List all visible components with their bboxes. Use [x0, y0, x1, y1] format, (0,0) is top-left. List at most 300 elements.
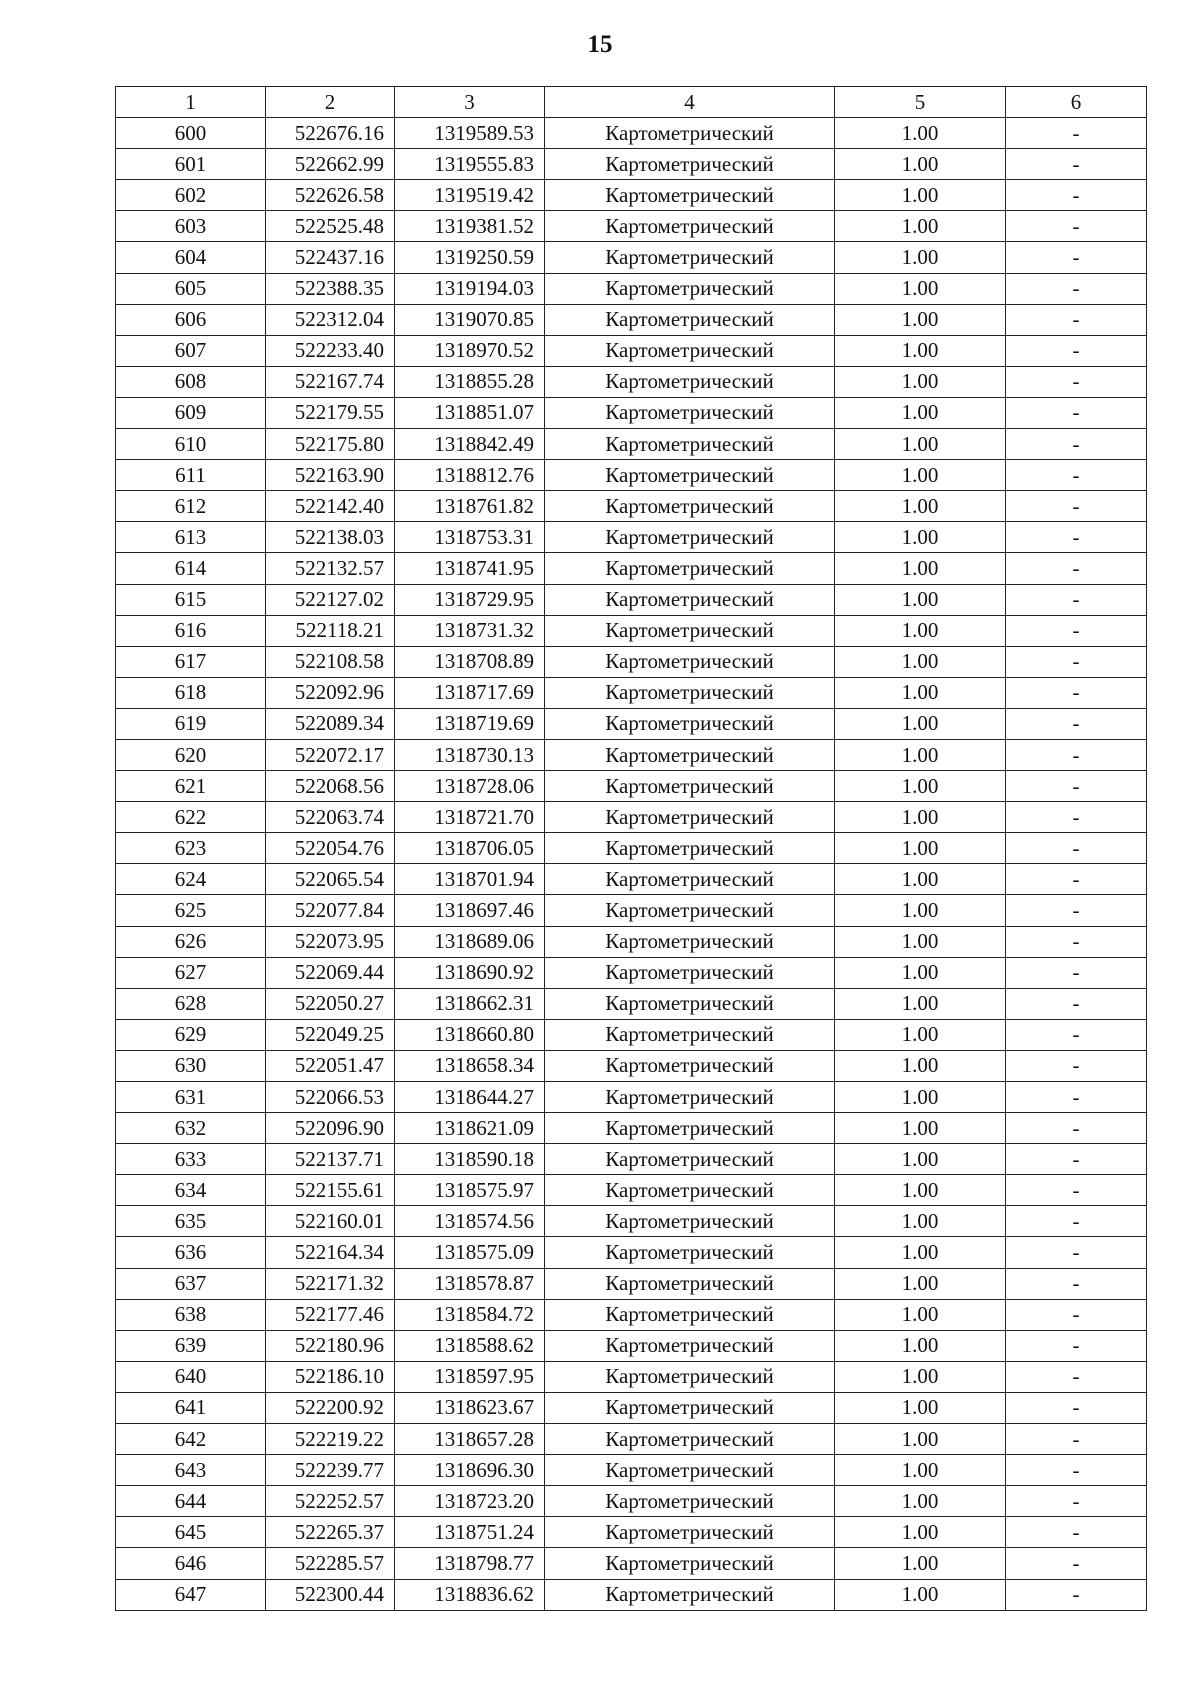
note-cell: - — [1006, 895, 1147, 926]
coordinate-x-cell: 522066.53 — [266, 1082, 395, 1113]
table-row — [116, 739, 1147, 770]
table-row — [116, 615, 1147, 646]
point-number-cell: 633 — [116, 1144, 266, 1175]
accuracy-cell: 1.00 — [835, 584, 1006, 615]
coordinate-x-cell: 522179.55 — [266, 397, 395, 428]
point-number-cell: 623 — [116, 833, 266, 864]
note-cell: - — [1006, 211, 1147, 242]
table-row — [116, 1268, 1147, 1299]
point-number-cell: 611 — [116, 460, 266, 491]
coordinate-y-cell: 1318731.32 — [395, 615, 545, 646]
method-cell: Картометрический — [545, 988, 835, 1019]
coordinate-x-cell: 522676.16 — [266, 118, 395, 149]
coordinate-x-cell: 522219.22 — [266, 1424, 395, 1455]
point-number-cell: 615 — [116, 584, 266, 615]
method-cell: Картометрический — [545, 739, 835, 770]
coordinate-y-cell: 1318696.30 — [395, 1455, 545, 1486]
note-cell: - — [1006, 429, 1147, 460]
point-number-cell: 647 — [116, 1579, 266, 1610]
coordinate-x-cell: 522065.54 — [266, 864, 395, 895]
table-row — [116, 1455, 1147, 1486]
accuracy-cell: 1.00 — [835, 397, 1006, 428]
note-cell: - — [1006, 957, 1147, 988]
table-row — [116, 1019, 1147, 1050]
table-row — [116, 460, 1147, 491]
coordinate-x-cell: 522127.02 — [266, 584, 395, 615]
method-cell: Картометрический — [545, 677, 835, 708]
method-cell: Картометрический — [545, 584, 835, 615]
point-number-cell: 635 — [116, 1206, 266, 1237]
coordinate-y-cell: 1318690.92 — [395, 957, 545, 988]
point-number-cell: 600 — [116, 118, 266, 149]
accuracy-cell: 1.00 — [835, 1237, 1006, 1268]
table-row — [116, 242, 1147, 273]
table-header-row — [116, 87, 1147, 118]
accuracy-cell: 1.00 — [835, 1455, 1006, 1486]
point-number-cell: 630 — [116, 1050, 266, 1081]
accuracy-cell: 1.00 — [835, 366, 1006, 397]
note-cell: - — [1006, 988, 1147, 1019]
coordinate-x-cell: 522388.35 — [266, 273, 395, 304]
coordinate-x-cell: 522096.90 — [266, 1113, 395, 1144]
method-cell: Картометрический — [545, 1455, 835, 1486]
coordinate-y-cell: 1319555.83 — [395, 149, 545, 180]
coordinate-y-cell: 1318658.34 — [395, 1050, 545, 1081]
accuracy-cell: 1.00 — [835, 895, 1006, 926]
accuracy-cell: 1.00 — [835, 1424, 1006, 1455]
note-cell: - — [1006, 584, 1147, 615]
method-cell: Картометрический — [545, 1517, 835, 1548]
table-row — [116, 584, 1147, 615]
coordinate-y-cell: 1318851.07 — [395, 397, 545, 428]
coordinate-y-cell: 1319250.59 — [395, 242, 545, 273]
note-cell: - — [1006, 522, 1147, 553]
accuracy-cell: 1.00 — [835, 1019, 1006, 1050]
accuracy-cell: 1.00 — [835, 180, 1006, 211]
coordinate-x-cell: 522312.04 — [266, 304, 395, 335]
accuracy-cell: 1.00 — [835, 242, 1006, 273]
page-number: 15 — [587, 31, 613, 58]
accuracy-cell: 1.00 — [835, 1361, 1006, 1392]
coordinate-x-cell: 522177.46 — [266, 1299, 395, 1330]
coordinate-y-cell: 1318842.49 — [395, 429, 545, 460]
coordinate-x-cell: 522285.57 — [266, 1548, 395, 1579]
coordinate-x-cell: 522132.57 — [266, 553, 395, 584]
coordinate-x-cell: 522175.80 — [266, 429, 395, 460]
coordinate-x-cell: 522265.37 — [266, 1517, 395, 1548]
table-row — [116, 677, 1147, 708]
coordinate-x-cell: 522072.17 — [266, 739, 395, 770]
point-number-cell: 629 — [116, 1019, 266, 1050]
coordinate-x-cell: 522164.34 — [266, 1237, 395, 1268]
coordinate-y-cell: 1318812.76 — [395, 460, 545, 491]
accuracy-cell: 1.00 — [835, 1206, 1006, 1237]
coordinate-y-cell: 1318588.62 — [395, 1330, 545, 1361]
accuracy-cell: 1.00 — [835, 1392, 1006, 1423]
method-cell: Картометрический — [545, 118, 835, 149]
coordinate-x-cell: 522063.74 — [266, 802, 395, 833]
method-cell: Картометрический — [545, 864, 835, 895]
accuracy-cell: 1.00 — [835, 149, 1006, 180]
method-cell: Картометрический — [545, 335, 835, 366]
coordinate-x-cell: 522626.58 — [266, 180, 395, 211]
accuracy-cell: 1.00 — [835, 304, 1006, 335]
coordinate-y-cell: 1318729.95 — [395, 584, 545, 615]
coordinate-x-cell: 522073.95 — [266, 926, 395, 957]
point-number-cell: 627 — [116, 957, 266, 988]
table-row — [116, 522, 1147, 553]
note-cell: - — [1006, 180, 1147, 211]
accuracy-cell: 1.00 — [835, 988, 1006, 1019]
coordinate-y-cell: 1318761.82 — [395, 491, 545, 522]
point-number-cell: 617 — [116, 646, 266, 677]
coordinate-y-cell: 1318697.46 — [395, 895, 545, 926]
method-cell: Картометрический — [545, 802, 835, 833]
coordinate-y-cell: 1318657.28 — [395, 1424, 545, 1455]
table-row — [116, 1548, 1147, 1579]
point-number-cell: 601 — [116, 149, 266, 180]
coordinate-x-cell: 522167.74 — [266, 366, 395, 397]
coordinate-y-cell: 1318728.06 — [395, 771, 545, 802]
table-row — [116, 397, 1147, 428]
table-row — [116, 211, 1147, 242]
coordinate-x-cell: 522525.48 — [266, 211, 395, 242]
coordinate-x-cell: 522662.99 — [266, 149, 395, 180]
table-row — [116, 118, 1147, 149]
note-cell: - — [1006, 1361, 1147, 1392]
point-number-cell: 642 — [116, 1424, 266, 1455]
table-row — [116, 335, 1147, 366]
method-cell: Картометрический — [545, 895, 835, 926]
accuracy-cell: 1.00 — [835, 211, 1006, 242]
point-number-cell: 639 — [116, 1330, 266, 1361]
method-cell: Картометрический — [545, 1268, 835, 1299]
accuracy-cell: 1.00 — [835, 1113, 1006, 1144]
accuracy-cell: 1.00 — [835, 771, 1006, 802]
table-row — [116, 833, 1147, 864]
note-cell: - — [1006, 1019, 1147, 1050]
accuracy-cell: 1.00 — [835, 802, 1006, 833]
point-number-cell: 602 — [116, 180, 266, 211]
coordinate-y-cell: 1318578.87 — [395, 1268, 545, 1299]
coordinate-y-cell: 1318662.31 — [395, 988, 545, 1019]
note-cell: - — [1006, 491, 1147, 522]
coordinate-y-cell: 1318730.13 — [395, 739, 545, 770]
method-cell: Картометрический — [545, 1175, 835, 1206]
method-cell: Картометрический — [545, 180, 835, 211]
method-cell: Картометрический — [545, 522, 835, 553]
point-number-cell: 641 — [116, 1392, 266, 1423]
method-cell: Картометрический — [545, 211, 835, 242]
accuracy-cell: 1.00 — [835, 1082, 1006, 1113]
note-cell: - — [1006, 1175, 1147, 1206]
note-cell: - — [1006, 1579, 1147, 1610]
note-cell: - — [1006, 1237, 1147, 1268]
method-cell: Картометрический — [545, 273, 835, 304]
note-cell: - — [1006, 1392, 1147, 1423]
note-cell: - — [1006, 460, 1147, 491]
point-number-cell: 608 — [116, 366, 266, 397]
table-row — [116, 491, 1147, 522]
note-cell: - — [1006, 273, 1147, 304]
accuracy-cell: 1.00 — [835, 957, 1006, 988]
coordinate-x-cell: 522300.44 — [266, 1579, 395, 1610]
point-number-cell: 625 — [116, 895, 266, 926]
note-cell: - — [1006, 366, 1147, 397]
accuracy-cell: 1.00 — [835, 335, 1006, 366]
coordinate-y-cell: 1318723.20 — [395, 1486, 545, 1517]
point-number-cell: 618 — [116, 677, 266, 708]
point-number-cell: 624 — [116, 864, 266, 895]
point-number-cell: 621 — [116, 771, 266, 802]
table-row — [116, 708, 1147, 739]
point-number-cell: 626 — [116, 926, 266, 957]
table-row — [116, 1392, 1147, 1423]
table-row — [116, 957, 1147, 988]
note-cell: - — [1006, 1206, 1147, 1237]
method-cell: Картометрический — [545, 833, 835, 864]
accuracy-cell: 1.00 — [835, 833, 1006, 864]
coordinate-x-cell: 522050.27 — [266, 988, 395, 1019]
point-number-cell: 638 — [116, 1299, 266, 1330]
table-row — [116, 1299, 1147, 1330]
point-number-cell: 604 — [116, 242, 266, 273]
column-header-3: 3 — [395, 87, 545, 118]
column-header-1: 1 — [116, 87, 266, 118]
note-cell: - — [1006, 1113, 1147, 1144]
coordinate-y-cell: 1318584.72 — [395, 1299, 545, 1330]
note-cell: - — [1006, 646, 1147, 677]
coordinate-y-cell: 1318836.62 — [395, 1579, 545, 1610]
method-cell: Картометрический — [545, 1424, 835, 1455]
coordinate-x-cell: 522239.77 — [266, 1455, 395, 1486]
note-cell: - — [1006, 708, 1147, 739]
point-number-cell: 620 — [116, 739, 266, 770]
coordinate-x-cell: 522186.10 — [266, 1361, 395, 1392]
table-row — [116, 864, 1147, 895]
note-cell: - — [1006, 149, 1147, 180]
table-row — [116, 1486, 1147, 1517]
coordinate-y-cell: 1318970.52 — [395, 335, 545, 366]
note-cell: - — [1006, 335, 1147, 366]
table-row — [116, 988, 1147, 1019]
coordinate-y-cell: 1318575.97 — [395, 1175, 545, 1206]
coordinate-y-cell: 1318751.24 — [395, 1517, 545, 1548]
coordinate-x-cell: 522077.84 — [266, 895, 395, 926]
coordinate-x-cell: 522200.92 — [266, 1392, 395, 1423]
point-number-cell: 609 — [116, 397, 266, 428]
coordinate-y-cell: 1318708.89 — [395, 646, 545, 677]
method-cell: Картометрический — [545, 1237, 835, 1268]
accuracy-cell: 1.00 — [835, 460, 1006, 491]
coordinate-y-cell: 1318574.56 — [395, 1206, 545, 1237]
method-cell: Картометрический — [545, 926, 835, 957]
accuracy-cell: 1.00 — [835, 491, 1006, 522]
coordinate-y-cell: 1318855.28 — [395, 366, 545, 397]
method-cell: Картометрический — [545, 149, 835, 180]
point-number-cell: 631 — [116, 1082, 266, 1113]
column-header-4: 4 — [545, 87, 835, 118]
point-number-cell: 603 — [116, 211, 266, 242]
coordinate-x-cell: 522069.44 — [266, 957, 395, 988]
coordinate-y-cell: 1318621.09 — [395, 1113, 545, 1144]
method-cell: Картометрический — [545, 1299, 835, 1330]
coordinate-y-cell: 1318741.95 — [395, 553, 545, 584]
coordinate-y-cell: 1319194.03 — [395, 273, 545, 304]
point-number-cell: 644 — [116, 1486, 266, 1517]
method-cell: Картометрический — [545, 615, 835, 646]
point-number-cell: 613 — [116, 522, 266, 553]
note-cell: - — [1006, 1517, 1147, 1548]
table-row — [116, 1579, 1147, 1610]
method-cell: Картометрический — [545, 1548, 835, 1579]
method-cell: Картометрический — [545, 460, 835, 491]
note-cell: - — [1006, 677, 1147, 708]
point-number-cell: 632 — [116, 1113, 266, 1144]
point-number-cell: 640 — [116, 1361, 266, 1392]
note-cell: - — [1006, 397, 1147, 428]
point-number-cell: 637 — [116, 1268, 266, 1299]
accuracy-cell: 1.00 — [835, 429, 1006, 460]
coordinate-x-cell: 522252.57 — [266, 1486, 395, 1517]
method-cell: Картометрический — [545, 1144, 835, 1175]
method-cell: Картометрический — [545, 1392, 835, 1423]
method-cell: Картометрический — [545, 708, 835, 739]
coordinate-x-cell: 522160.01 — [266, 1206, 395, 1237]
coordinate-y-cell: 1319519.42 — [395, 180, 545, 211]
coordinate-x-cell: 522142.40 — [266, 491, 395, 522]
coordinate-y-cell: 1318753.31 — [395, 522, 545, 553]
note-cell: - — [1006, 1082, 1147, 1113]
coordinate-y-cell: 1318644.27 — [395, 1082, 545, 1113]
note-cell: - — [1006, 1330, 1147, 1361]
method-cell: Картометрический — [545, 1082, 835, 1113]
note-cell: - — [1006, 771, 1147, 802]
table-row — [116, 273, 1147, 304]
coordinate-y-cell: 1318717.69 — [395, 677, 545, 708]
note-cell: - — [1006, 242, 1147, 273]
note-cell: - — [1006, 864, 1147, 895]
table-row — [116, 646, 1147, 677]
coordinate-x-cell: 522049.25 — [266, 1019, 395, 1050]
point-number-cell: 645 — [116, 1517, 266, 1548]
method-cell: Картометрический — [545, 397, 835, 428]
coordinate-y-cell: 1318689.06 — [395, 926, 545, 957]
table-row — [116, 1361, 1147, 1392]
coordinate-y-cell: 1318798.77 — [395, 1548, 545, 1579]
table-row — [116, 553, 1147, 584]
method-cell: Картометрический — [545, 491, 835, 522]
note-cell: - — [1006, 118, 1147, 149]
coordinate-x-cell: 522180.96 — [266, 1330, 395, 1361]
point-number-cell: 605 — [116, 273, 266, 304]
accuracy-cell: 1.00 — [835, 1486, 1006, 1517]
table-row — [116, 149, 1147, 180]
note-cell: - — [1006, 833, 1147, 864]
table-row — [116, 1050, 1147, 1081]
accuracy-cell: 1.00 — [835, 677, 1006, 708]
note-cell: - — [1006, 304, 1147, 335]
method-cell: Картометрический — [545, 1330, 835, 1361]
method-cell: Картометрический — [545, 1206, 835, 1237]
table-row — [116, 304, 1147, 335]
coordinate-y-cell: 1318590.18 — [395, 1144, 545, 1175]
accuracy-cell: 1.00 — [835, 926, 1006, 957]
table-row — [116, 1113, 1147, 1144]
method-cell: Картометрический — [545, 771, 835, 802]
method-cell: Картометрический — [545, 304, 835, 335]
coordinate-x-cell: 522437.16 — [266, 242, 395, 273]
coordinate-y-cell: 1318623.67 — [395, 1392, 545, 1423]
accuracy-cell: 1.00 — [835, 1144, 1006, 1175]
coordinate-y-cell: 1318701.94 — [395, 864, 545, 895]
table-row — [116, 926, 1147, 957]
coordinate-x-cell: 522163.90 — [266, 460, 395, 491]
accuracy-cell: 1.00 — [835, 646, 1006, 677]
note-cell: - — [1006, 926, 1147, 957]
method-cell: Картометрический — [545, 646, 835, 677]
table-row — [116, 1517, 1147, 1548]
point-number-cell: 607 — [116, 335, 266, 366]
coordinate-x-cell: 522138.03 — [266, 522, 395, 553]
table-row — [116, 771, 1147, 802]
coordinate-x-cell: 522068.56 — [266, 771, 395, 802]
note-cell: - — [1006, 1268, 1147, 1299]
point-number-cell: 646 — [116, 1548, 266, 1579]
point-number-cell: 616 — [116, 615, 266, 646]
accuracy-cell: 1.00 — [835, 1579, 1006, 1610]
table-row — [116, 1424, 1147, 1455]
accuracy-cell: 1.00 — [835, 118, 1006, 149]
coordinate-x-cell: 522051.47 — [266, 1050, 395, 1081]
coordinate-x-cell: 522233.40 — [266, 335, 395, 366]
table-row — [116, 180, 1147, 211]
table-row — [116, 802, 1147, 833]
note-cell: - — [1006, 553, 1147, 584]
accuracy-cell: 1.00 — [835, 1268, 1006, 1299]
coordinate-y-cell: 1319070.85 — [395, 304, 545, 335]
point-number-cell: 634 — [116, 1175, 266, 1206]
coordinate-y-cell: 1318597.95 — [395, 1361, 545, 1392]
point-number-cell: 612 — [116, 491, 266, 522]
accuracy-cell: 1.00 — [835, 739, 1006, 770]
point-number-cell: 610 — [116, 429, 266, 460]
coordinate-y-cell: 1319589.53 — [395, 118, 545, 149]
method-cell: Картометрический — [545, 1050, 835, 1081]
coordinate-x-cell: 522089.34 — [266, 708, 395, 739]
point-number-cell: 622 — [116, 802, 266, 833]
method-cell: Картометрический — [545, 1113, 835, 1144]
coordinate-x-cell: 522054.76 — [266, 833, 395, 864]
coordinates-table — [115, 86, 1147, 1611]
coordinate-y-cell: 1318721.70 — [395, 802, 545, 833]
point-number-cell: 619 — [116, 708, 266, 739]
coordinate-x-cell: 522092.96 — [266, 677, 395, 708]
coordinate-x-cell: 522118.21 — [266, 615, 395, 646]
coordinate-y-cell: 1318719.69 — [395, 708, 545, 739]
column-header-6: 6 — [1006, 87, 1147, 118]
coordinate-x-cell: 522171.32 — [266, 1268, 395, 1299]
table-row — [116, 1206, 1147, 1237]
accuracy-cell: 1.00 — [835, 1517, 1006, 1548]
table-row — [116, 1237, 1147, 1268]
coordinate-x-cell: 522137.71 — [266, 1144, 395, 1175]
point-number-cell: 606 — [116, 304, 266, 335]
accuracy-cell: 1.00 — [835, 1330, 1006, 1361]
table-row — [116, 429, 1147, 460]
note-cell: - — [1006, 1486, 1147, 1517]
accuracy-cell: 1.00 — [835, 1299, 1006, 1330]
